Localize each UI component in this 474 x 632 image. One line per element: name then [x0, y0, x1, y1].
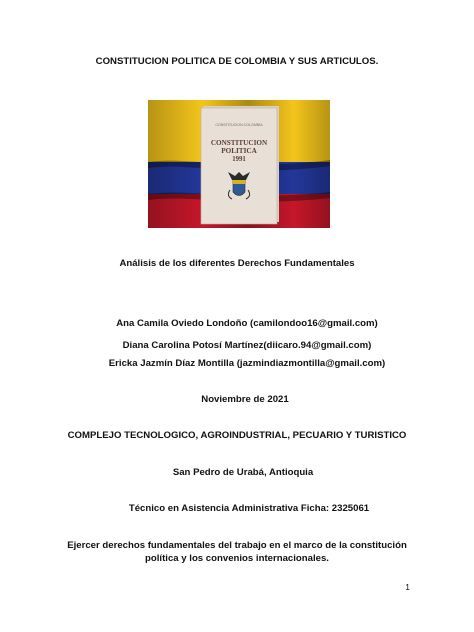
location: San Pedro de Urabá, Antioquia — [172, 467, 314, 478]
document-title: CONSTITUCION POLITICA DE COLOMBIA Y SUS ARTICULOS. — [95, 56, 379, 67]
book-year: 1991 — [232, 156, 246, 163]
book-top-text: CONSTITUCION COLOMBIA — [215, 123, 263, 127]
author-line: Diana Carolina Potosí Martínez(diicaro.94@gmail.com) — [122, 340, 372, 351]
document-date: Noviembre de 2021 — [201, 394, 289, 405]
objective-line: Ejercer derechos fundamentales del trabajo en el marco de la constitución — [67, 540, 407, 551]
author-line: Ana Camila Oviedo Londoño (camilondoo16@gmail.com) — [116, 318, 378, 329]
objective-line: política y los convenios internacionales. — [145, 553, 329, 564]
book-title-line2: POLITICA — [221, 147, 257, 155]
program-name: Técnico en Asistencia Administrativa Ficha: 2325061 — [128, 503, 370, 514]
book-title-line1: CONSTITUCION — [210, 139, 268, 147]
page-number: 1 — [405, 582, 410, 592]
cover-image — [148, 100, 330, 228]
colombian-flag-book-illustration — [148, 100, 330, 228]
book-cover — [201, 106, 279, 224]
institution-name: COMPLEJO TECNOLOGICO, AGROINDUSTRIAL, PECUARIO Y TURISTICO — [67, 430, 407, 441]
subtitle: Análisis de los diferentes Derechos Fundamentales — [119, 258, 355, 269]
author-line: Ericka Jazmín Díaz Montilla (jazmindiazmontilla@gmail.com) — [108, 358, 386, 369]
